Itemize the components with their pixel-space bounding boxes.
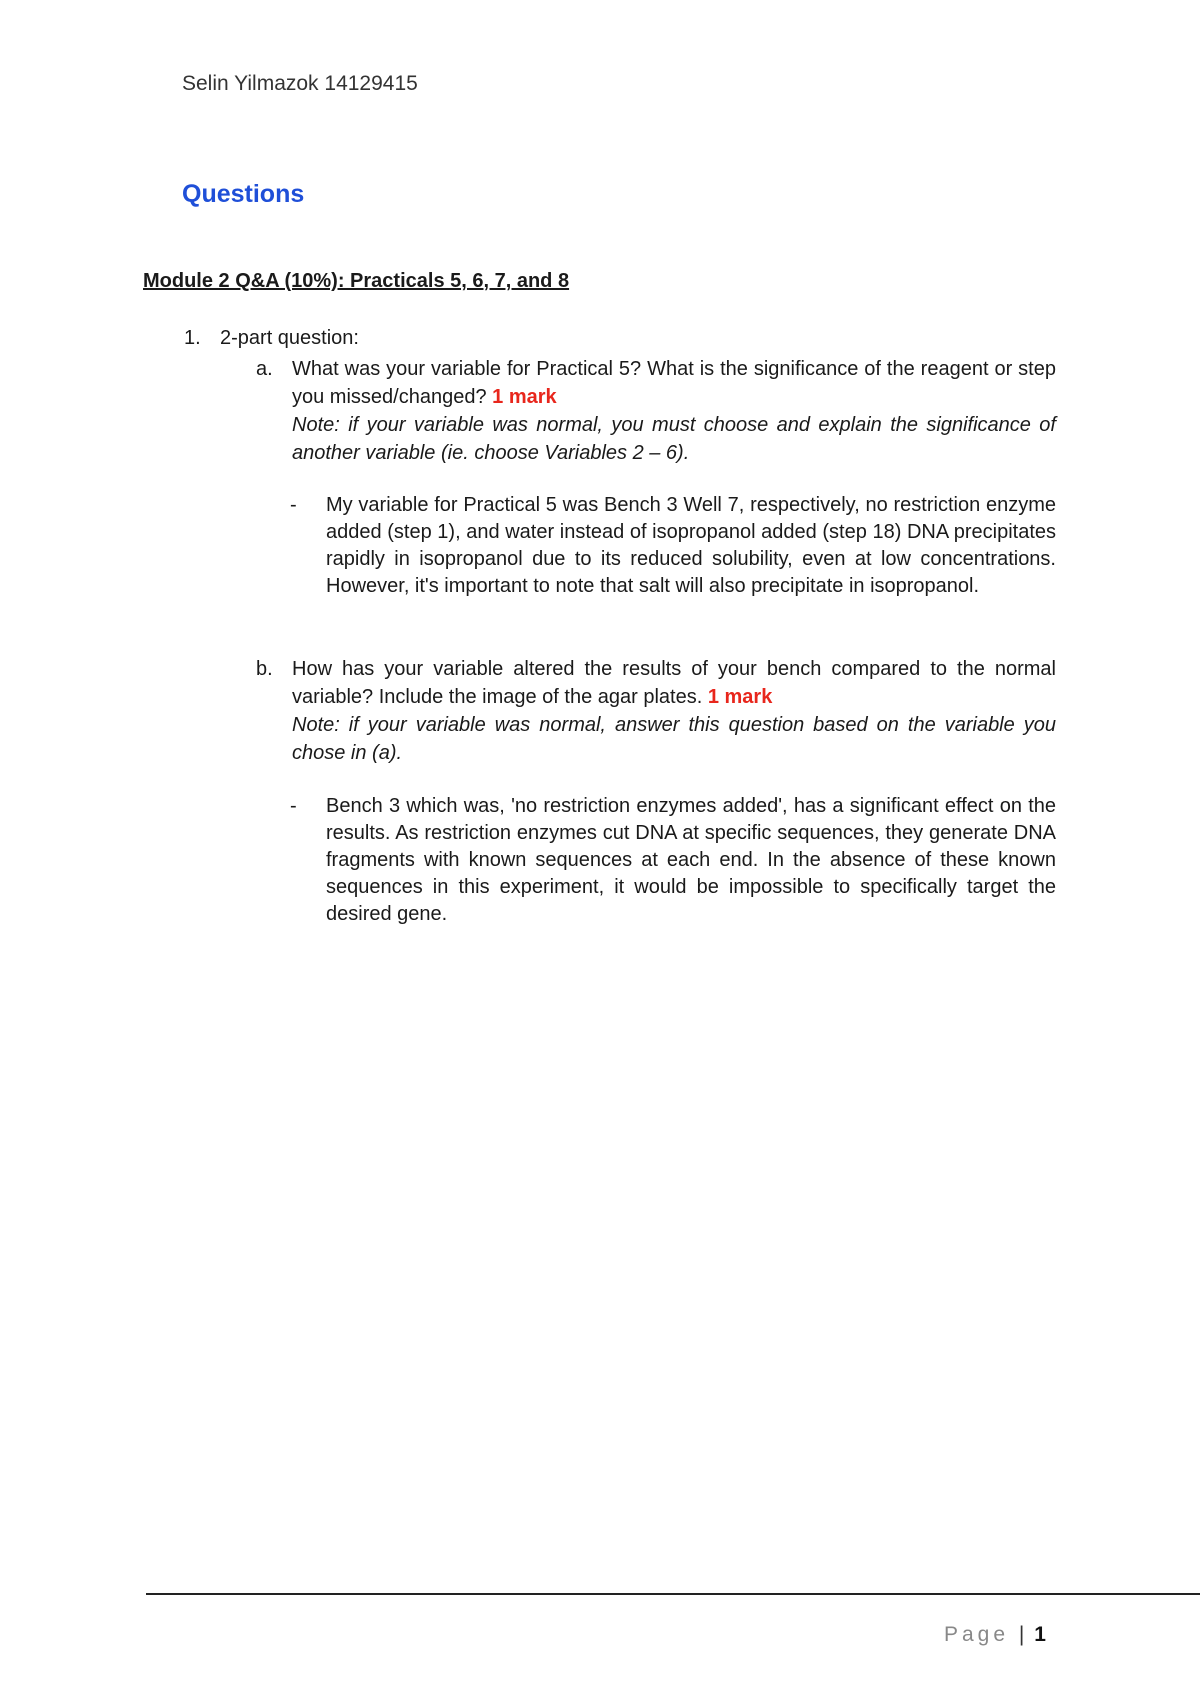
author-header: Selin Yilmazok 14129415 [182,72,418,95]
page-separator: | [1018,1623,1025,1646]
question-1 [184,327,359,350]
part-b-answer-text: Bench 3 which was, 'no restriction enzymes added', has a significant effect on the results. As restriction enzymes cut DNA at specific sequences, they generate DNA fragments with known sequences at each end. In the absence of these known sequences in this experiment, it would be impossible to specifically target the desired gene. [326,795,1056,925]
part-b-note: Note: if your variable was normal, answer this question based on the variable you chose in (a). [292,714,1056,764]
part-b-mark: 1 mark [707,686,773,708]
page-label: Page [944,1623,1010,1646]
part-a [256,355,1056,467]
page-footer [944,1623,1046,1647]
footer-divider [146,1593,1200,1595]
module-title: Module 2 Q&A (10%): Practicals 5, 6, 7, and 8 [143,270,570,292]
question-number: 1. [184,327,201,349]
answer-bullet: - [290,494,297,516]
part-b-letter: b. [256,658,273,680]
part-b-answer [290,793,1056,928]
part-a-mark: 1 mark [492,386,557,408]
part-a-question: What was your variable for Practical 5? What is the significance of the reagent or step you missed/changed? [292,358,1056,408]
section-title: Questions [182,180,305,208]
part-a-answer-text: My variable for Practical 5 was Bench 3 Well 7, respectively, no restriction enzyme added (step 1), and water instead of isopropanol added (step 18) DNA precipitates rapidly in isopropanol due to its reduced solubility, even at low concentrations. However, it's important to note that salt will also precipitate in isopropanol. [326,494,1056,597]
part-a-note: Note: if your variable was normal, you must choose and explain the significance of another variable (ie. choose Variables 2 – 6). [292,414,1056,464]
part-a-letter: a. [256,358,273,380]
answer-bullet: - [290,795,297,817]
part-a-answer [290,492,1056,600]
page-number: 1 [1034,1623,1046,1646]
part-b [256,655,1056,767]
part-b-question: How has your variable altered the results of your bench compared to the normal variable? Include the image of the agar plates. [292,658,1056,708]
question-text: 2-part question: [220,327,359,349]
